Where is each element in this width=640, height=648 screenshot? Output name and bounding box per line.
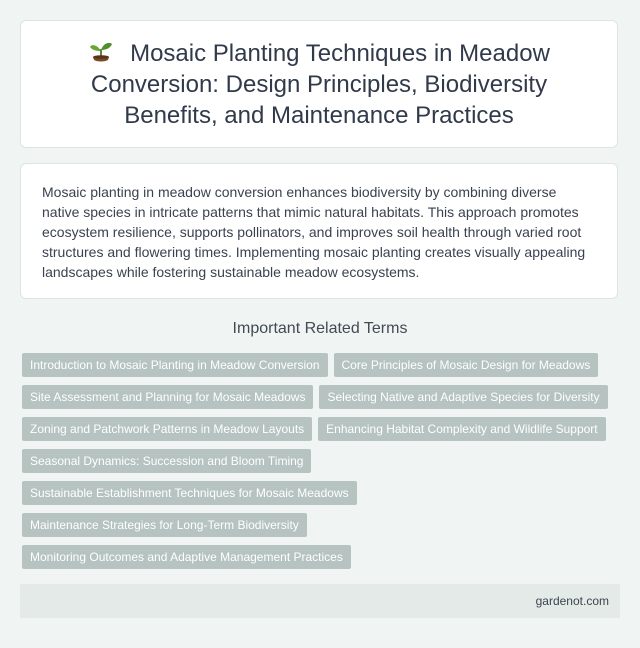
related-term-tag[interactable]: Introduction to Mosaic Planting in Meadow Conversion	[22, 353, 328, 377]
related-term-tag[interactable]: Zoning and Patchwork Patterns in Meadow Layouts	[22, 417, 312, 441]
related-term-tag[interactable]: Monitoring Outcomes and Adaptive Management Practices	[22, 545, 351, 569]
tag-row	[22, 513, 622, 545]
sprout-icon	[88, 38, 114, 64]
related-term-tag[interactable]: Sustainable Establishment Techniques for Mosaic Meadows	[22, 481, 357, 505]
footer-site-link[interactable]: gardenot.com	[535, 594, 609, 608]
summary-card	[20, 163, 618, 299]
related-terms-list	[22, 353, 622, 577]
related-term-tag[interactable]: Selecting Native and Adaptive Species for Diversity	[319, 385, 607, 409]
page-title	[21, 38, 617, 131]
related-term-tag[interactable]: Enhancing Habitat Complexity and Wildlife Support	[318, 417, 605, 441]
page-title-text: Mosaic Planting Techniques in Meadow Conversion: Design Principles, Biodiversity Benefits, and Maintenance Practices	[90, 39, 550, 129]
related-term-tag[interactable]: Seasonal Dynamics: Succession and Bloom Timing	[22, 449, 311, 473]
tag-row	[22, 449, 622, 481]
summary-text: Mosaic planting in meadow conversion enhances biodiversity by combining diverse native species in intricate patterns that mimic natural habitats. This approach promotes ecosystem resilience, supports pollinators, and improves soil health through varied root structures and flowering times. Implementing mosaic planting creates visually appealing landscapes while fostering sustainable meadow ecosystems.	[42, 184, 586, 280]
tag-row	[22, 545, 622, 577]
related-term-tag[interactable]: Maintenance Strategies for Long-Term Biodiversity	[22, 513, 307, 537]
related-term-tag[interactable]: Site Assessment and Planning for Mosaic Meadows	[22, 385, 313, 409]
title-card	[20, 20, 618, 148]
tag-row	[22, 385, 622, 417]
tag-row	[22, 481, 622, 513]
related-terms-heading: Important Related Terms	[232, 320, 408, 337]
footer	[20, 584, 620, 618]
tag-row	[22, 353, 622, 385]
related-term-tag[interactable]: Core Principles of Mosaic Design for Meadows	[334, 353, 599, 377]
tag-row	[22, 417, 622, 449]
